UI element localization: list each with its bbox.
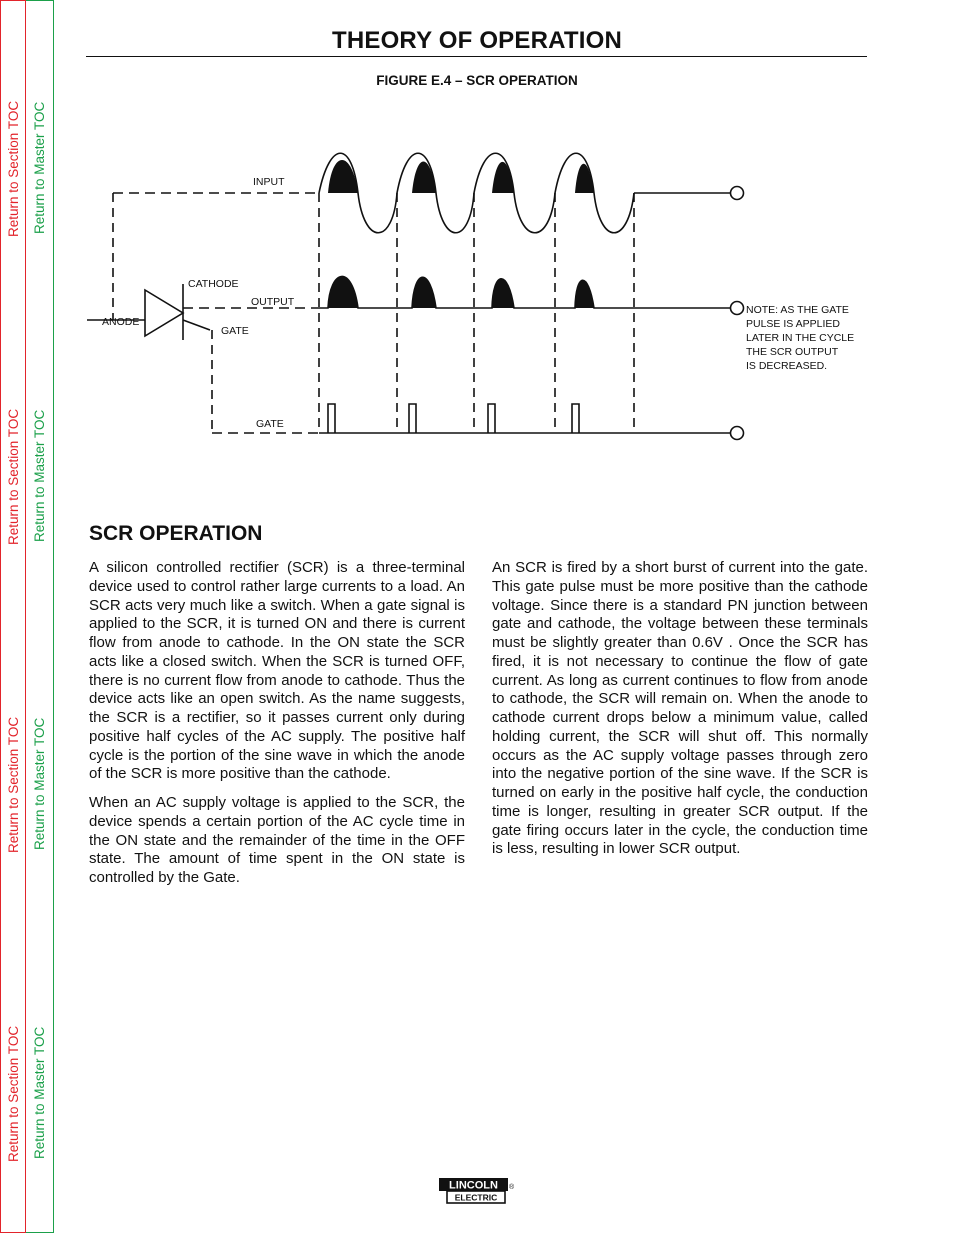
output-waveform [319,276,634,308]
output-label: OUTPUT [251,296,295,308]
scr-symbol-triangle [145,290,183,336]
right-column [492,559,868,869]
lincoln-electric-logo [438,1177,518,1207]
input-label: INPUT [253,176,285,188]
gate-terminal-circle [731,427,744,440]
figure-note [746,304,854,372]
gate-terminal-label: GATE [221,325,249,337]
note-line: NOTE: AS THE GATE [746,304,849,316]
cathode-label: CATHODE [188,278,239,290]
scr-gate-lead [183,320,210,330]
output-terminal-circle [731,302,744,315]
input-terminal-circle [731,187,744,200]
input-waveform [319,153,634,233]
note-line: PULSE IS APPLIED [746,318,840,330]
gate-label: GATE [256,418,284,430]
return-to-master-toc-link[interactable]: Return to Master TOC [32,1026,47,1159]
left-column [89,559,465,898]
return-to-master-toc-link[interactable]: Return to Master TOC [32,409,47,542]
section-heading: SCR OPERATION [89,522,263,545]
note-line: THE SCR OUTPUT [746,346,839,358]
logo-top-text: LINCOLN [449,1179,498,1192]
return-to-section-toc-link[interactable]: Return to Section TOC [6,716,21,853]
figure-caption: FIGURE E.4 – SCR OPERATION [376,73,578,88]
page-title: THEORY OF OPERATION [331,27,623,54]
gate-pulses [328,404,579,433]
return-to-master-toc-link[interactable]: Return to Master TOC [32,101,47,234]
scr-operation-figure [0,0,954,480]
note-line: IS DECREASED. [746,360,828,372]
return-to-section-toc-link[interactable]: Return to Section TOC [6,408,21,545]
body-paragraph: When an AC supply voltage is applied to the SCR, the device spends a certain portion of the AC cycle time in the ON state and the remainder of the time in the OFF state. The amount of time spent in the ON state is controlled by the Gate. [89,794,465,886]
return-to-section-toc-link[interactable]: Return to Section TOC [6,100,21,237]
body-paragraph: An SCR is fired by a short burst of current into the gate. This gate pulse must be more positive than the cathode voltage. Since there is a standard PN junction between gate and cathode, the voltage between these terminals must be slightly greater than 0.6V . Once the SCR has fired, it is not necessary to continue the flow of gate current. As long as current continues to flow from anode to cathode, the SCR will remain on. When the anode to cathode current drops below a minimum value, called holding current, the SCR will shut off. This normally occurs as the AC supply voltage passes through zero into the negative portion of the sine wave. If the SCR is turned on early in the positive half cycle, the conduction time is longer, resulting in greater SCR output. If the gate firing occurs later in the cycle, the conduction time is less, resulting in lower SCR output. [492,559,868,858]
logo-bottom-text: ELECTRIC [454,1192,498,1203]
body-paragraph: A silicon controlled rectifier (SCR) is a three-terminal device used to control rather large currents to a load. An SCR acts very much like a switch. When a gate signal is applied to the SCR, it is turned ON and there is current flow from anode to cathode. In the ON state the SCR acts like a closed switch. When the SCR is turned OFF, there is no current flow from anode to cathode. Thus the device acts like an open switch. As the name suggests, the SCR is a rectifier, so it passes current only during positive half cycles of the AC supply. The positive half cycle is the portion of the sine wave in which the anode of the SCR is more positive than the cathode. [89,559,465,783]
anode-label: ANODE [102,316,140,328]
return-to-master-toc-link[interactable]: Return to Master TOC [32,717,47,850]
return-to-section-toc-link[interactable]: Return to Section TOC [6,1025,21,1162]
logo-registered-mark: ® [509,1184,515,1191]
note-line: LATER IN THE CYCLE [746,332,855,344]
